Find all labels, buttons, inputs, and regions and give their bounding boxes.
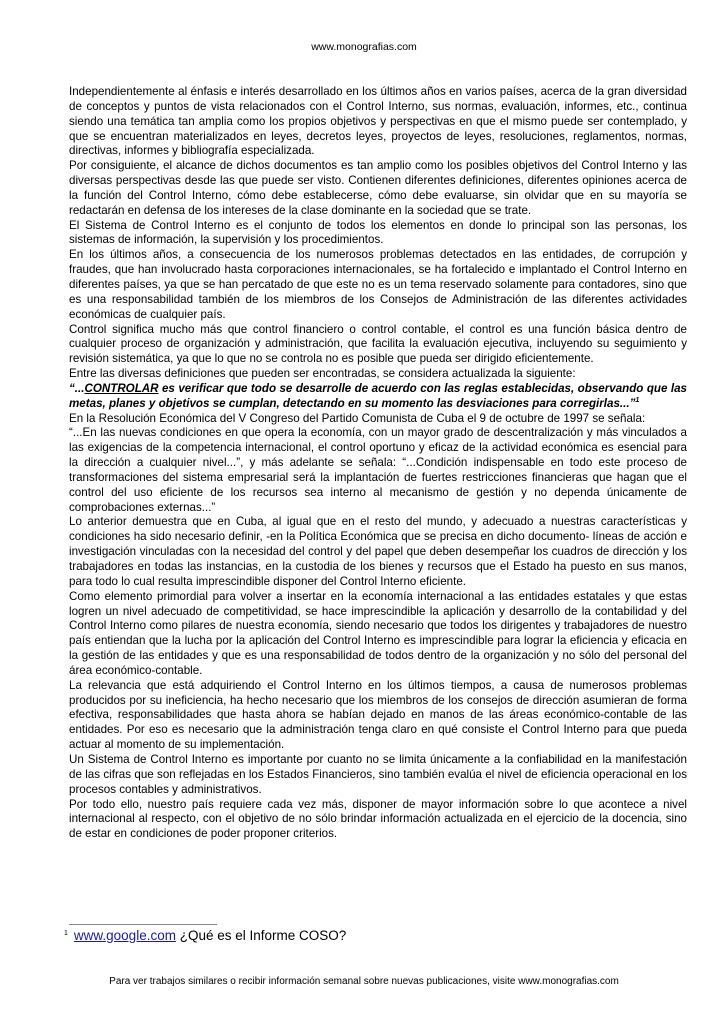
footnote-link[interactable]: www.google.com — [73, 928, 176, 943]
quote-text: es verificar que todo se desarrolle de acuerdo con las reglas establecidas, observando que las metas, planes y objetivos se cumplan, detectando en su momento las desviaciones para corregirlas...” — [69, 381, 687, 410]
document-body — [69, 85, 687, 842]
paragraph: Entre las diversas definiciones que pueden ser encontradas, se considera actualizada la siguiente: — [69, 367, 576, 381]
paragraph: Como elemento primordial para volver a insertar en la economía internacional a las entidades estatales y que estas logren un nivel adecuado de competitividad, se hace imprescindible la aplicación y desarrollo de la contabilidad y del Control Interno como pilares de nuestra economía, siendo necesario que todos los dirigentes y trabajadores de nuestro país entiendan que la lucha por la aplicación del Control Interno es imprescindible para lograr la eficiencia y eficacia en la gestión de las entidades y que es una responsabilidad de todos dentro de la organización y no sólo del personal del área económico-contable. — [69, 589, 687, 677]
paragraph: Lo anterior demuestra que en Cuba, al igual que en el resto del mundo, y adecuado a nuestras características y condiciones ha sido necesario definir, -en la Política Económica que se precisa en dicho documento- líneas de acción e investigación vinculadas con la necesidad del control y del papel que deben desempeñar los cuadros de dirección y los trabajadores en todas las instancias, en la custodia de los bienes y recursos que el Estado ha puesto en sus manos, para todo lo cual resulta imprescindible disponer del Control Interno eficiente. — [69, 515, 687, 588]
paragraph: Un Sistema de Control Interno es importante por cuanto no se limita únicamente a la confiabilidad en la manifestación de las cifras que son reflejadas en los Estados Financieros, sino también evalúa el nivel de eficiencia operacional en los procesos contables y administrativos. — [69, 752, 687, 796]
paragraph: En la Resolución Económica del V Congreso del Partido Comunista de Cuba el 9 de octubre de 1997 se señala: — [69, 411, 646, 425]
page-header: www.monografias.com — [311, 41, 417, 53]
footnote-ref[interactable]: 1 — [635, 396, 640, 404]
paragraph: En los últimos años, a consecuencia de los numerosos problemas detectados en las entidades, de corrupción y fraudes, que han involucrado hasta corporaciones internacionales, se ha fortalecido e implantado el Control Interno en diferentes países, ya que se han percatado de que este no es un tema reservado solamente para contadores, sino que es una responsabilidad también de los miembros de los Consejos de Administración de las diferentes actividades económicas de cualquier país. — [69, 248, 687, 321]
footnote-divider — [69, 924, 217, 925]
page-footer: Para ver trabajos similares o recibir información semanal sobre nuevas publicaciones, visite www.monografias.com — [109, 976, 619, 987]
footnote-mark: 1 — [64, 929, 68, 937]
quote-open: “... — [69, 381, 85, 395]
paragraph: Independientemente al énfasis e interés desarrollado en los últimos años en varios países, acerca de la gran diversidad de conceptos y puntos de vista relacionados con el Control Interno, sus normas, evaluación, informes, etc., continua siendo una temática tan amplia como los propios objetivos y perspectivas en que el mismo puede ser contemplado, y que se encuentran materializados en leyes, decretos leyes, proyectos de leyes, resoluciones, reglamentos, normas, directivas, informes y bibliografía especializada. — [69, 85, 687, 158]
footnote — [64, 927, 346, 945]
paragraph: La relevancia que está adquiriendo el Control Interno en los últimos tiempos, a causa de numerosos problemas producidos por su ineficiencia, ha hecho necesario que los miembros de los consejos de dirección asumieran de forma efectiva, responsabilidades que hasta ahora se habían dejado en manos de las áreas económico-contable de las entidades. Por eso es necesario que la administración tenga claro en qué consiste el Control Interno para que pueda actuar al momento de su implementación. — [69, 678, 687, 752]
quote-keyword: CONTROLAR — [84, 381, 159, 395]
paragraph: “...En las nuevas condiciones en que opera la economía, con un mayor grado de descentralización y más vinculados a las exigencias de la competencia internacional, el control oportuno y eficaz de la actividad económica es esencial para la dirección a cualquier nivel...”, y más adelante se señala: “...Condición indispensable en todo este proceso de transformaciones del sistema empresarial será la implantación de fuertes restricciones financieras que hagan que el control del uso eficiente de los recursos sea interno al mecanismo de gestión y no dependa únicamente de comprobaciones externas...” — [69, 426, 687, 514]
paragraph: Por todo ello, nuestro país requiere cada vez más, disponer de mayor información sobre lo que acontece a nivel internacional al respecto, con el objetivo de no sólo brindar información actualizada en el ejercicio de la docencia, sino de estar en condiciones de poder proponer criterios. — [69, 797, 687, 841]
paragraph: Control significa mucho más que control financiero o control contable, el control es una función básica dentro de cualquier proceso de organización y administración, que facilita la evaluación ejecutiva, incluyendo su seguimiento y revisión sistemática, ya que lo que no se controla no es posible que pueda ser dirigido eficientemente. — [69, 322, 687, 366]
definition-quote — [69, 382, 687, 412]
paragraph: El Sistema de Control Interno es el conjunto de todos los elementos en donde lo principal son las personas, los sistemas de información, la supervisión y los procedimientos. — [69, 218, 687, 247]
footnote-text: ¿Qué es el Informe COSO? — [175, 928, 347, 943]
paragraph: Por consiguiente, el alcance de dichos documentos es tan amplio como los posibles objetivos del Control Interno y las diversas perspectivas desde las que puede ser visto. Contienen diferentes definiciones, diferentes opiniones acerca de la función del Control Interno, cómo debe establecerse, cómo debe evaluarse, sin olvidar que en su mayoría se redactarán en defensa de los intereses de la clase dominante en la sociedad que se trate. — [69, 159, 687, 217]
